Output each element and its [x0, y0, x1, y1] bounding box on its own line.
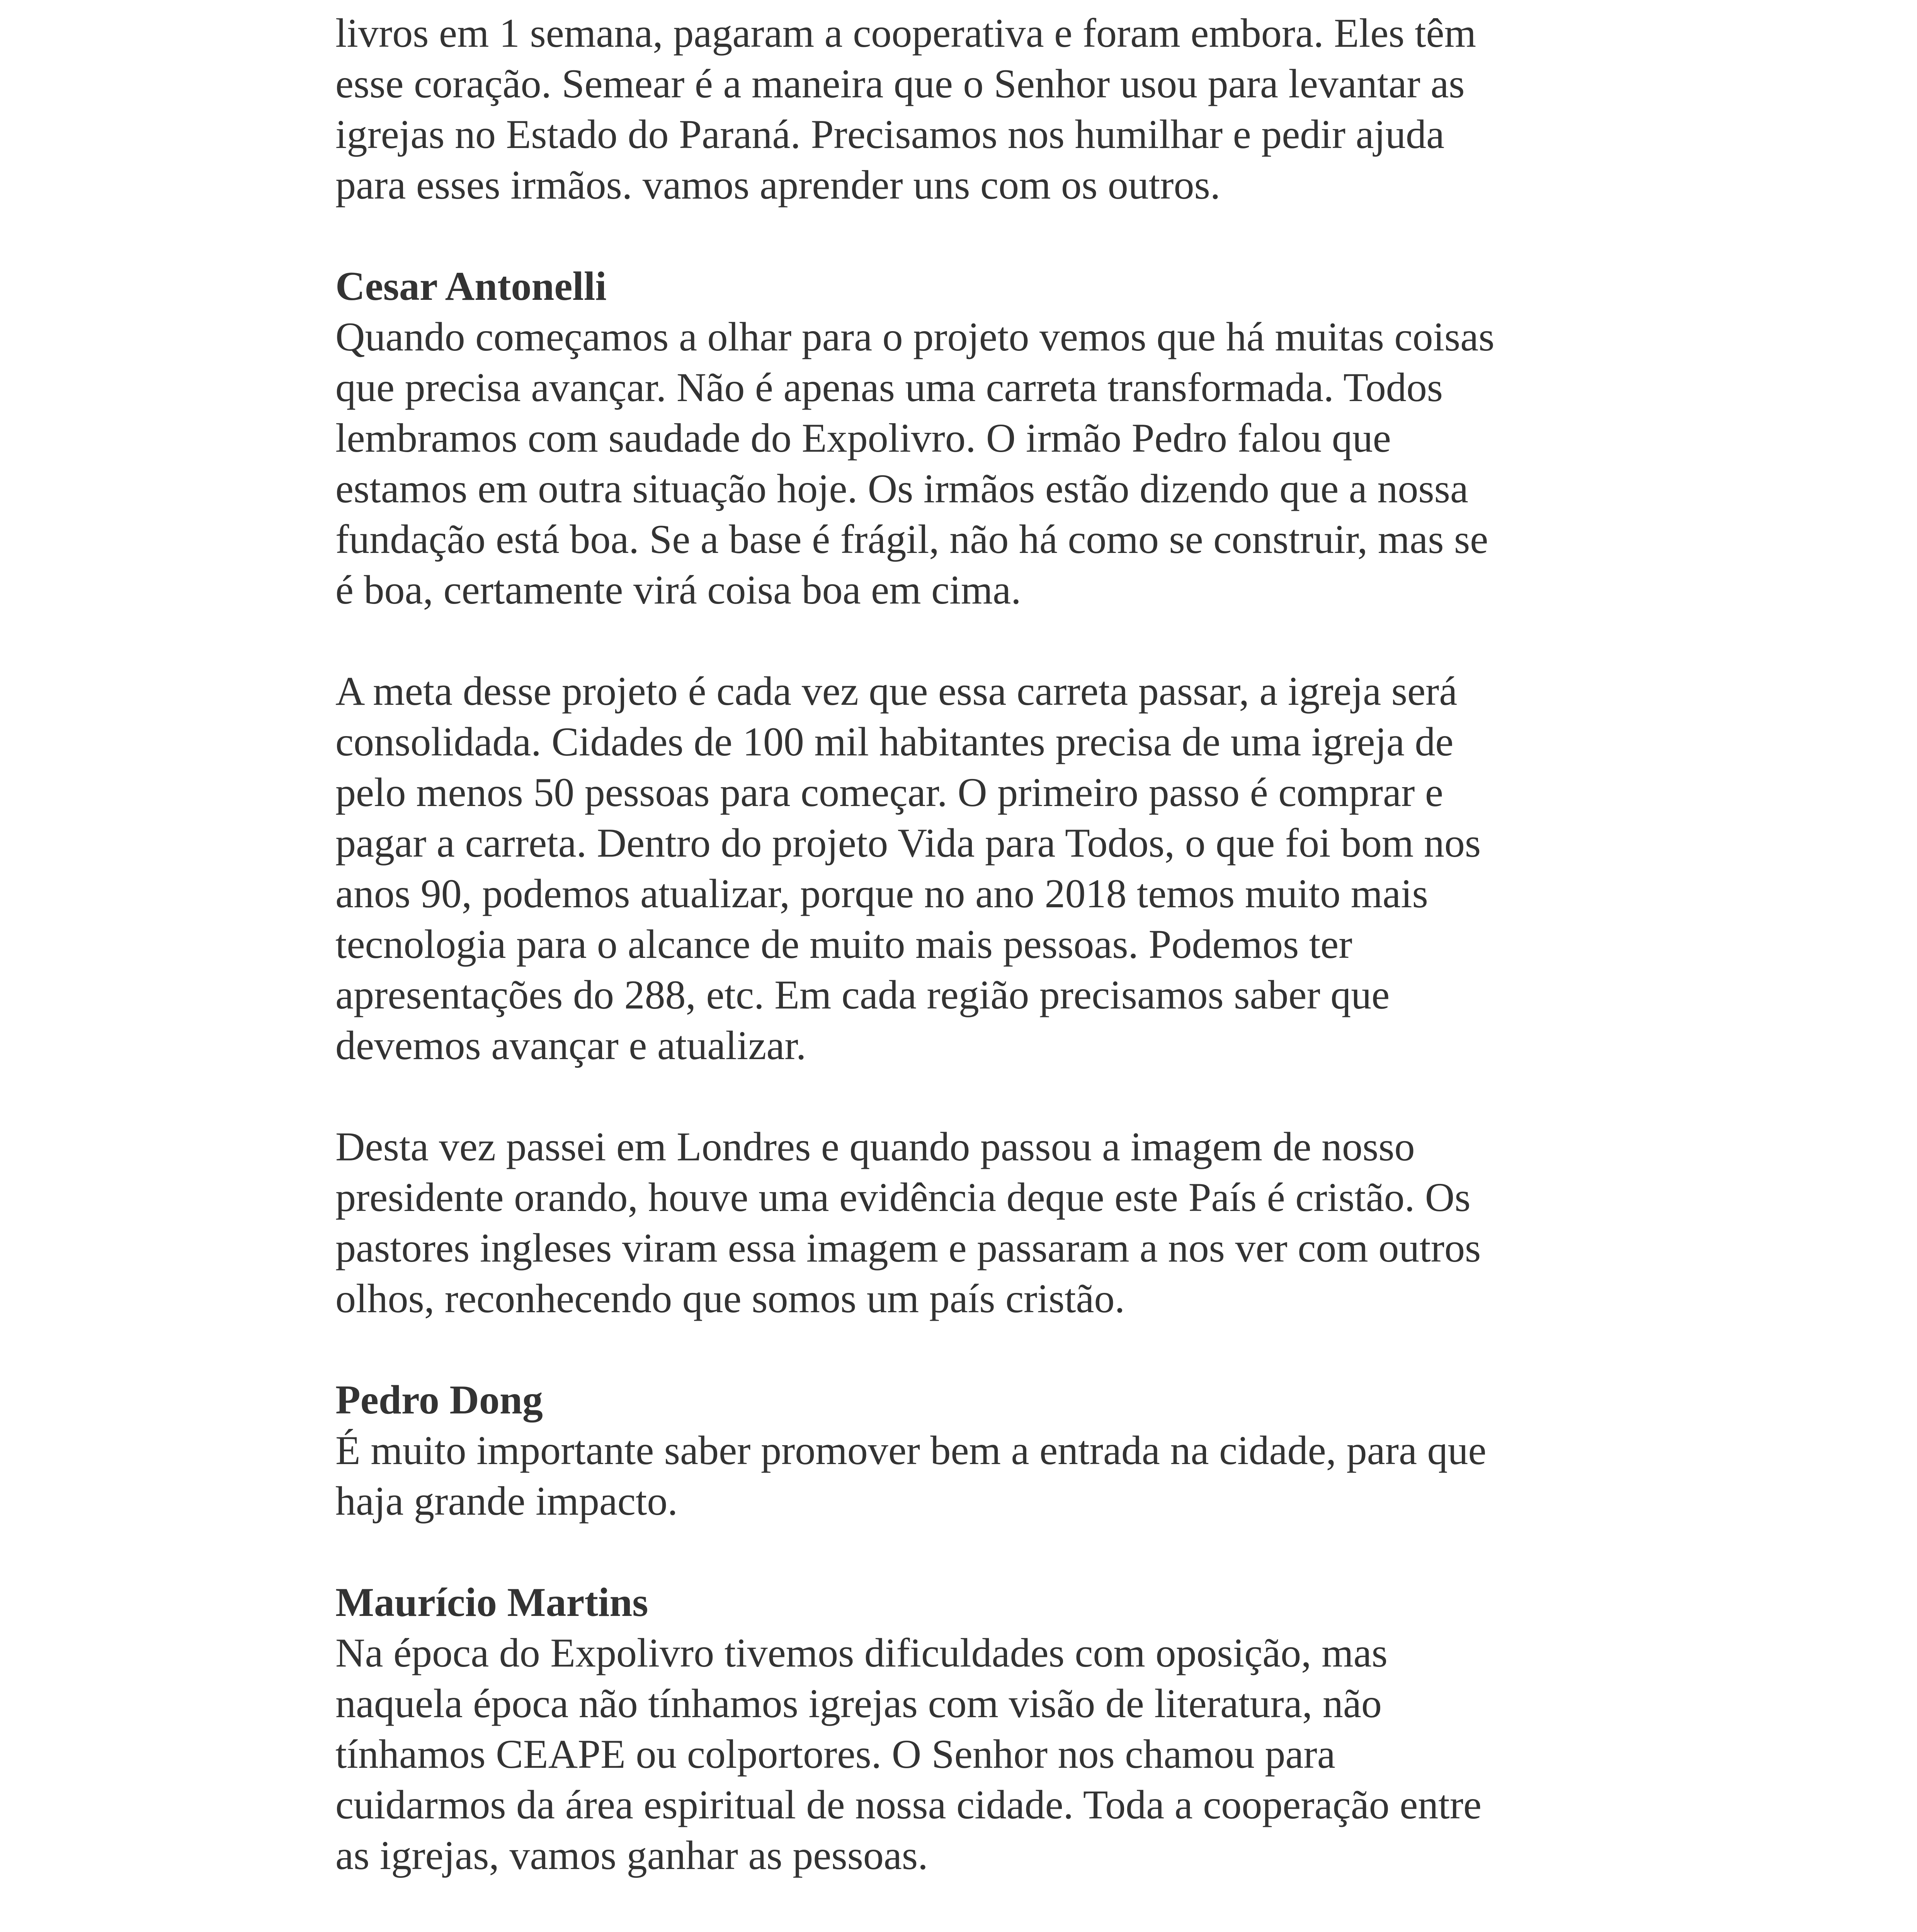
paragraph-cesar-2: A meta desse projeto é cada vez que essa carreta passar, a igreja será consolidada. Cidades de 100 mil habitantes precisa de uma igreja de pelo menos 50 pessoas para começar. O primeiro passo é comprar e pagar a carreta. Dentro do projeto Vida para Todos, o que foi bom nos anos 90, podemos atualizar, porque no ano 2018 temos muito mais tecnologia para o alcance de muito mais pessoas. Podemos ter apresentações do 288, etc. Em cada região precisamos saber que devemos avançar e atualizar.: [335, 668, 1481, 1068]
paragraph-cesar-1: Quando começamos a olhar para o projeto vemos que há muitas coisas que precisa avançar. Não é apenas uma carreta transformada. Todos lembramos com saudade do Expolivro. O irmão Pedro falou que estamos em outra situação hoje. Os irmãos estão dizendo que a nossa fundação está boa. Se a base é frágil, não há como se construir, mas se é boa, certamente virá coisa boa em cima.: [335, 314, 1495, 612]
speaker-name-pedro-dong: Pedro Dong: [335, 1377, 543, 1422]
document-body: [335, 8, 1611, 1932]
paragraph-pedro-1: É muito importante saber promover bem a entrada na cidade, para que haja grande impacto.: [335, 1428, 1487, 1524]
speaker-name-mauricio-martins: Maurício Martins: [335, 1580, 648, 1625]
paragraph-intro: livros em 1 semana, pagaram a cooperativa e foram embora. Eles têm esse coração. Semear é a maneira que o Senhor usou para levantar as igrejas no Estado do Paraná. Precisamos nos humilhar e pedir ajuda para esses irmãos. vamos aprender uns com os outros.: [335, 10, 1476, 207]
paragraph-cesar-3: Desta vez passei em Londres e quando passou a imagem de nosso presidente orando, houve uma evidência deque este País é cristão. Os pastores ingleses viram essa imagem e passaram a nos ver com outros olhos, reconhecendo que somos um país cristão.: [335, 1124, 1481, 1321]
paragraph-mauricio-1: Na época do Expolivro tivemos dificuldades com oposição, mas naquela época não tínhamos igrejas com visão de literatura, não tínhamos CEAPE ou colportores. O Senhor nos chamou para cuidarmos da área espiritual de nossa cidade. Toda a cooperação entre as igrejas, vamos ganhar as pessoas.: [335, 1630, 1482, 1878]
speaker-name-cesar-antonelli: Cesar Antonelli: [335, 264, 607, 309]
